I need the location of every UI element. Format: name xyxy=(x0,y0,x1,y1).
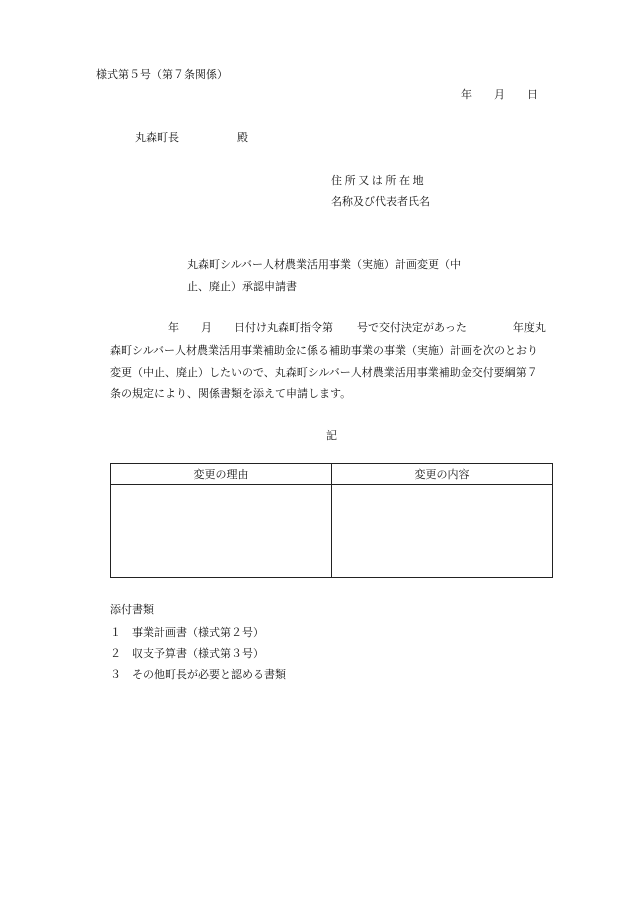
body-line-2: 森町シルバー人材農業活用事業補助金に係る補助事業の事業（実施）計画を次のとおり xyxy=(110,344,538,357)
header-change-content: 変更の内容 xyxy=(332,464,553,485)
date-day: 日 xyxy=(527,88,538,101)
applicant-address-label: 住所又は所在地 xyxy=(331,174,427,187)
addressee xyxy=(135,132,248,143)
table-row xyxy=(111,485,553,578)
document-title-line2: 止、廃止）承認申請書 xyxy=(187,280,297,293)
cell-change-content xyxy=(332,485,553,578)
date-line xyxy=(461,89,538,100)
cell-change-reason xyxy=(111,485,332,578)
addressee-honorific: 殿 xyxy=(237,131,248,144)
attachment-text: 事業計画書（様式第２号） xyxy=(132,626,264,639)
document-title-line1: 丸森町シルバー人材農業活用事業（実施）計画変更（中 xyxy=(187,258,461,271)
date-year: 年 xyxy=(461,88,472,101)
form-number: 様式第５号（第７条関係） xyxy=(96,68,228,81)
table-header-row xyxy=(111,464,553,485)
body-year: 年 xyxy=(168,321,179,334)
date-month: 月 xyxy=(494,88,505,101)
body-line-4: 条の規定により、関係書類を添えて申請します。 xyxy=(110,387,352,400)
attachment-text: 収支予算書（様式第３号） xyxy=(132,647,264,660)
body-text-a: 日付け丸森町指令第 xyxy=(234,321,333,334)
attachment-text: その他町長が必要と認める書類 xyxy=(132,668,286,681)
body-text-c: 年度丸 xyxy=(512,321,546,334)
body-line-3: 変更（中止、廃止）したいので、丸森町シルバー人材農業活用事業補助金交付要綱第７ xyxy=(110,366,538,379)
addressee-name: 丸森町長 xyxy=(135,131,179,144)
attachments-heading: 添付書類 xyxy=(110,603,154,616)
attachment-item xyxy=(110,648,264,659)
attachment-item xyxy=(110,669,286,680)
ki-marker: 記 xyxy=(326,429,337,442)
body-text-b: 号で交付決定があった xyxy=(357,321,467,334)
body-month: 月 xyxy=(201,321,212,334)
attachment-number: ２ xyxy=(110,647,121,660)
applicant-name-label: 名称及び代表者氏名 xyxy=(331,195,430,208)
header-change-reason: 変更の理由 xyxy=(111,464,332,485)
attachment-item xyxy=(110,627,264,638)
change-table xyxy=(110,463,553,578)
attachment-number: １ xyxy=(110,626,121,639)
body-line-1 xyxy=(168,322,546,333)
attachment-number: ３ xyxy=(110,668,121,681)
